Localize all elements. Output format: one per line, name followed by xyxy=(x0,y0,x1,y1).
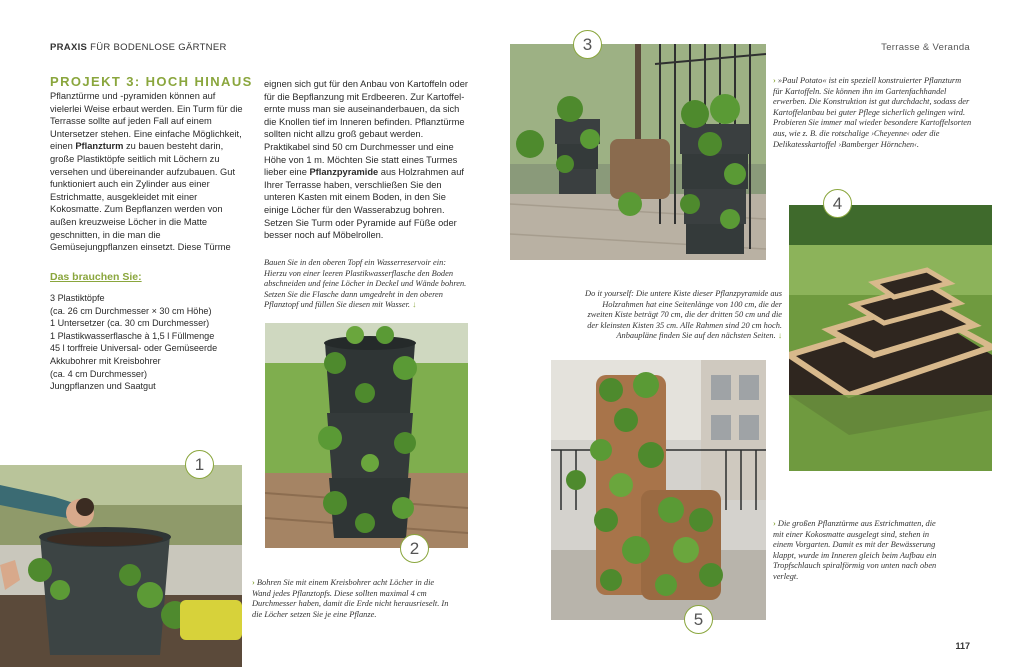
caption-photo-3 xyxy=(773,76,973,150)
col1-text-b: zu bauen besteht darin, große Plastiktöpfe seitlich mit Löchern zu versehen und übereinander aufzubauen. Gut funktioniert auch ein Zylinder aus einer Estrichmatte, ausgekleidet mit einer Kokosmatte. Zum Bepflanzen werden von außen kreuzweise Löcher in die Matte geschnitten, in die man die Gemüsejungpflanzen einsetzt. Diese Türme xyxy=(50,141,236,253)
needs-item: Jungpflanzen und Saatgut xyxy=(50,381,156,392)
caption-photo-3-text: »Paul Potato« ist ein speziell konstruierter Pflanzturm für Kartoffeln. Sie können ihn im Gartenfachhandel erwerben. Die Konstruktion ist gut durchdacht, sodass der Kartoffelanbau bei guter Pflege sicherlich gelingen wird. Probieren Sie immer mal wieder besondere Kartoffelsorten aus, wie z. B. die rotschalige ›Cheyenne‹ oder die Delikatesskartoffel ›Bamberger Hörnchen‹. xyxy=(773,76,972,149)
caption-photo-5 xyxy=(773,519,943,583)
caption-photo-1-text: Bohren Sie mit einem Kreisbohrer acht Löcher in die Wand jedes Pflanztopfs. Diese sollten maximal 4 cm Durchmesser haben, damit die Erde nicht herausrieselt. In die Löcher setzen Sie je eine Pflanze. xyxy=(252,578,449,619)
photo-wooden-pyramid xyxy=(789,205,992,471)
section-label: PRAXIS xyxy=(50,42,88,53)
caption-water-reservoir xyxy=(264,258,470,311)
caption-photo-5-text: Die großen Pflanztürme aus Estrichmatten, die mit einer Kokosmatte ausgelegt sind, stehen in einem Vorgarten. Damit es mit der Bewässerung klappt, wurde im Inneren gleich beim Aufbau ein Tropfschlauch spiralförmig von unten nach oben verlegt. xyxy=(773,519,937,581)
photo-badge-3: 3 xyxy=(573,30,602,59)
running-head-right: Terrasse & Veranda xyxy=(881,42,970,53)
arrow-down-icon: ↓ xyxy=(412,300,417,310)
caption-photo-1 xyxy=(252,578,452,620)
caption-water-reservoir-text: Bauen Sie in den oberen Topf ein Wasserreservoir ein: Hierzu von einer leeren Plastikwasserflasche den Boden abschneiden und feine Löcher in Deckel und Wände bohren. Setzen Sie die Flasche dann umgedreht in den oberen Pflanztopf und füllen Sie diesen mit Wasser. xyxy=(264,258,467,310)
arrow-right-icon: › xyxy=(773,76,776,85)
arrow-right-icon: › xyxy=(252,578,255,587)
photo-potato-towers xyxy=(510,44,766,260)
caption-photo-4 xyxy=(580,289,782,342)
needs-item: 45 l torffreie Universal- oder Gemüseerde xyxy=(50,343,218,354)
section-title: FÜR BODENLOSE GÄRTNER xyxy=(90,42,227,53)
photo-planting-pot xyxy=(0,465,242,667)
project-title: PROJEKT 3: HOCH HINAUS xyxy=(50,74,253,89)
caption-photo-4-text: Do it yourself: Die untere Kiste dieser Pflanzpyramide aus Holzrahmen hat eine Seitenlänge von 100 cm, die der zweiten Kiste beträgt 70 cm, die der dritten 50 cm und die der kleinsten Kisten 35 cm. Alle Rahmen sind 20 cm hoch. Anbaupläne finden Sie auf den nächsten Seiten. xyxy=(585,289,782,341)
needs-title: Das brauchen Sie: xyxy=(50,271,142,283)
col2-bold-term: Pflanzpyramide xyxy=(309,167,379,178)
photo-badge-5: 5 xyxy=(684,605,713,634)
photo-badge-2: 2 xyxy=(400,534,429,563)
arrow-right-icon: › xyxy=(773,519,776,528)
col1-bold-term: Pflanzturm xyxy=(75,141,124,152)
photo-pot-tower xyxy=(265,323,468,548)
arrow-down-icon: ↓ xyxy=(777,331,782,341)
needs-item: (ca. 4 cm Durchmesser) xyxy=(50,368,148,379)
photo-badge-1: 1 xyxy=(185,450,214,479)
running-head-left xyxy=(50,42,227,53)
col1-text-a: Pflanztürme und -pyramiden können auf vielerlei Weise erbaut werden. Ein Turm für die Terrasse sollte auf jeden Fall auf einem Untersetzer stehen. Eine einfache Möglichkeit, einen xyxy=(50,91,243,152)
needs-item: (ca. 26 cm Durchmesser × 30 cm Höhe) xyxy=(50,305,212,316)
needs-item: Akkubohrer mit Kreisbohrer xyxy=(50,355,161,366)
col2-text-a: eignen sich gut für den Anbau von Kartoffeln oder für die Bepflanzung mit Erdbeeren. Zur Kartoffelernte muss man sie auseinanderbauen, da sich die Knollen tief im Inneren befinden. Pflanztürme sollten nicht allzu groß gebaut werden. Praktikabel sind 50 cm Durchmesser und eine Höhe von 1 m. Möchten Sie statt eines Turmes lieber eine xyxy=(264,79,468,178)
body-column-1 xyxy=(50,90,247,254)
body-column-2 xyxy=(264,78,469,242)
col2-text-b: aus Holzrahmen auf Ihrer Terrasse haben, verschließen Sie den unteren Kasten mit einem Boden, in den Sie einige Löcher für den Wasserabzug bohren. Setzen Sie Turm oder Pyramide auf Füße oder besser noch auf Möbelrollen. xyxy=(264,167,464,241)
needs-item: 1 Plastikwasserflasche à 1,5 l Füllmenge xyxy=(50,330,215,341)
needs-item: 3 Plastiktöpfe xyxy=(50,293,105,303)
needs-item: 1 Untersetzer (ca. 30 cm Durchmesser) xyxy=(50,318,210,329)
page-number: 117 xyxy=(955,641,970,651)
photo-plant-towers xyxy=(551,360,766,620)
photo-badge-4: 4 xyxy=(823,189,852,218)
needs-list xyxy=(50,292,250,393)
